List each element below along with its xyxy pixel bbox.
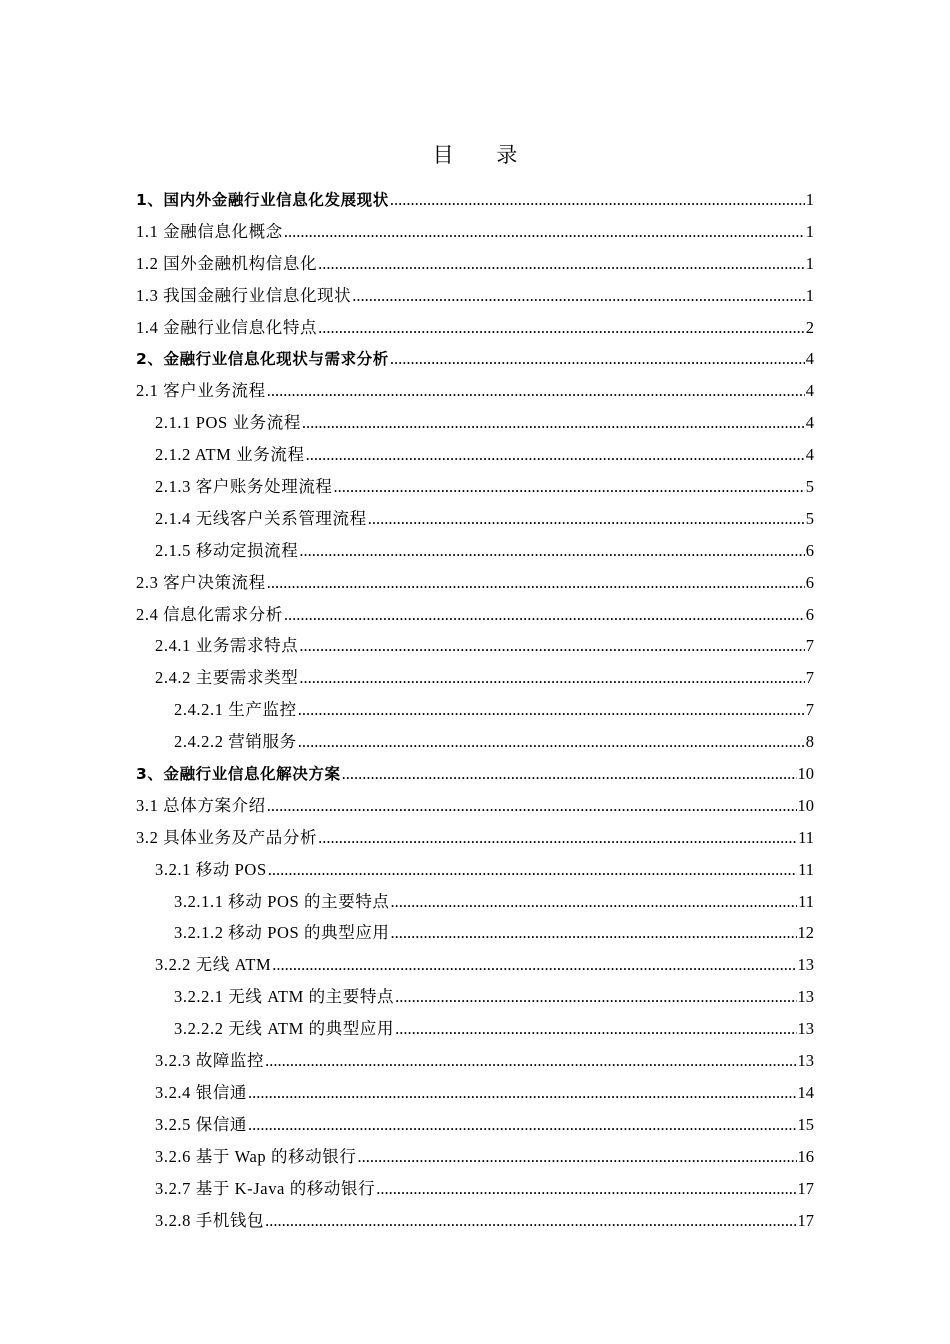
toc-page-number: 6 — [805, 604, 814, 624]
toc-dot-leader — [265, 1205, 796, 1237]
toc-dot-leader — [318, 822, 797, 854]
toc-page-number: 14 — [797, 1082, 814, 1102]
toc-entry-text: 3.2.4 银信通 — [155, 1082, 248, 1102]
toc-page-number: 10 — [797, 795, 814, 815]
toc-page-number: 1 — [805, 221, 814, 241]
toc-entry-text: 3.2.2.1 无线 ATM 的主要特点 — [174, 987, 395, 1007]
toc-dot-leader — [272, 949, 796, 981]
toc-page-number: 2 — [805, 317, 814, 337]
toc-dot-leader — [358, 1141, 797, 1173]
toc-dot-leader — [395, 981, 796, 1013]
toc-entry-text: 1.1 金融信息化概念 — [136, 221, 283, 241]
toc-page-number: 13 — [797, 955, 814, 975]
toc-entry-text: 2.4.2 主要需求类型 — [155, 668, 299, 688]
toc-entry-text: 2.1.3 客户账务处理流程 — [155, 477, 333, 497]
toc-entry[interactable] — [136, 343, 814, 375]
toc-page-number: 1 — [805, 253, 814, 273]
toc-entry-text: 2.1.5 移动定损流程 — [155, 540, 299, 560]
toc-entry[interactable] — [136, 439, 814, 471]
toc-entry[interactable] — [136, 280, 814, 312]
toc-dot-leader — [352, 280, 805, 312]
toc-entry-text: 2.4.2.1 生产监控 — [174, 700, 297, 720]
toc-entry-text: 3.2.2 无线 ATM — [155, 955, 272, 975]
toc-entry[interactable] — [136, 375, 814, 407]
toc-entry[interactable] — [136, 407, 814, 439]
toc-dot-leader — [298, 726, 805, 758]
toc-entry-text: 3.2.1.1 移动 POS 的主要特点 — [174, 891, 390, 911]
toc-entry[interactable] — [136, 567, 814, 599]
toc-page-number: 5 — [805, 508, 814, 528]
toc-entry[interactable] — [136, 599, 814, 631]
toc-entry[interactable] — [136, 694, 814, 726]
toc-page-number: 7 — [805, 636, 814, 656]
toc-dot-leader — [267, 790, 797, 822]
toc-page-number: 7 — [805, 668, 814, 688]
toc-entry[interactable] — [136, 1077, 814, 1109]
toc-entry[interactable] — [136, 1013, 814, 1045]
toc-page-number: 1 — [805, 285, 814, 305]
toc-page-number: 17 — [797, 1210, 814, 1230]
toc-entry[interactable] — [136, 1109, 814, 1141]
toc-dot-leader — [306, 439, 805, 471]
toc-entry-text: 3.2.3 故障监控 — [155, 1051, 265, 1071]
toc-entry-text: 3.2.7 基于 K-Java 的移动银行 — [155, 1178, 376, 1198]
toc-page-number: 4 — [805, 381, 814, 401]
toc-entry[interactable] — [136, 854, 814, 886]
toc-entry-text: 2.1.2 ATM 业务流程 — [155, 445, 305, 465]
toc-entry[interactable] — [136, 1205, 814, 1237]
toc-entry-text: 3.2.6 基于 Wap 的移动银行 — [155, 1146, 357, 1166]
toc-dot-leader — [368, 503, 805, 535]
toc-entry[interactable] — [136, 758, 814, 790]
toc-entry-text: 1.4 金融行业信息化特点 — [136, 317, 318, 337]
toc-page-number: 4 — [805, 413, 814, 433]
toc-entry[interactable] — [136, 471, 814, 503]
toc-entry[interactable] — [136, 184, 814, 216]
toc-page-number: 5 — [805, 477, 814, 497]
toc-page-number: 16 — [797, 1146, 814, 1166]
toc-entry[interactable] — [136, 248, 814, 280]
toc-dot-leader — [391, 886, 798, 918]
table-of-contents — [136, 184, 814, 1236]
toc-dot-leader — [284, 216, 805, 248]
toc-entry-text: 2.4 信息化需求分析 — [136, 604, 283, 624]
toc-page-number: 17 — [797, 1178, 814, 1198]
toc-entry-text: 1.3 我国金融行业信息化现状 — [136, 285, 352, 305]
toc-entry-text: 2.1 客户业务流程 — [136, 381, 266, 401]
toc-entry[interactable] — [136, 949, 814, 981]
toc-dot-leader — [395, 1013, 796, 1045]
toc-page-number: 6 — [805, 572, 814, 592]
toc-entry[interactable] — [136, 662, 814, 694]
toc-page-number: 11 — [798, 859, 814, 879]
toc-entry[interactable] — [136, 790, 814, 822]
toc-page-number: 15 — [797, 1114, 814, 1134]
toc-entry[interactable] — [136, 535, 814, 567]
toc-dot-leader — [390, 184, 805, 216]
toc-entry-text: 3.2.2.2 无线 ATM 的典型应用 — [174, 1019, 395, 1039]
toc-entry[interactable] — [136, 726, 814, 758]
toc-entry-text: 2.4.2.2 营销服务 — [174, 732, 297, 752]
toc-page-number: 8 — [805, 732, 814, 752]
toc-entry-text: 2、金融行业信息化现状与需求分析 — [136, 350, 389, 369]
toc-entry-text: 2.4.1 业务需求特点 — [155, 636, 299, 656]
toc-entry[interactable] — [136, 886, 814, 918]
toc-dot-leader — [391, 917, 797, 949]
toc-dot-leader — [267, 375, 805, 407]
toc-dot-leader — [390, 343, 805, 375]
toc-entry-text: 3.2.5 保信通 — [155, 1114, 248, 1134]
toc-page-number: 6 — [805, 540, 814, 560]
toc-page-number: 12 — [797, 923, 814, 943]
toc-page-number: 11 — [798, 891, 814, 911]
toc-entry-text: 2.3 客户决策流程 — [136, 572, 266, 592]
toc-dot-leader — [267, 567, 805, 599]
toc-dot-leader — [342, 758, 797, 790]
toc-entry[interactable] — [136, 503, 814, 535]
toc-entry[interactable] — [136, 1141, 814, 1173]
toc-entry-text: 2.1.4 无线客户关系管理流程 — [155, 508, 367, 528]
toc-page-number: 10 — [797, 764, 814, 784]
toc-entry[interactable] — [136, 312, 814, 344]
toc-dot-leader — [376, 1173, 796, 1205]
toc-page-number: 13 — [797, 1019, 814, 1039]
toc-entry[interactable] — [136, 917, 814, 949]
toc-entry-text: 3.1 总体方案介绍 — [136, 795, 266, 815]
toc-entry-text: 1.2 国外金融机构信息化 — [136, 253, 318, 273]
toc-dot-leader — [299, 535, 804, 567]
toc-page-number: 4 — [805, 445, 814, 465]
toc-page-number: 4 — [805, 349, 814, 369]
toc-page-number: 11 — [798, 827, 814, 847]
toc-title: 目 录 — [432, 143, 536, 167]
toc-dot-leader — [265, 1045, 796, 1077]
toc-entry-text: 3、金融行业信息化解决方案 — [136, 765, 341, 784]
toc-dot-leader — [248, 1109, 796, 1141]
toc-page-number: 7 — [805, 700, 814, 720]
toc-dot-leader — [299, 630, 804, 662]
toc-entry-text: 1、国内外金融行业信息化发展现状 — [136, 191, 389, 209]
toc-entry-text: 3.2.1.2 移动 POS 的典型应用 — [174, 923, 390, 943]
toc-dot-leader — [298, 694, 805, 726]
toc-entry-text: 3.2 具体业务及产品分析 — [136, 827, 318, 847]
toc-entry[interactable] — [136, 981, 814, 1013]
toc-dot-leader — [318, 248, 805, 280]
toc-page-number: 13 — [797, 987, 814, 1007]
toc-dot-leader — [302, 407, 805, 439]
toc-dot-leader — [268, 854, 797, 886]
toc-dot-leader — [299, 662, 804, 694]
toc-dot-leader — [248, 1077, 796, 1109]
toc-page-number: 1 — [805, 190, 814, 209]
toc-dot-leader — [284, 599, 805, 631]
toc-dot-leader — [334, 471, 805, 503]
toc-dot-leader — [318, 312, 805, 344]
toc-entry-text: 2.1.1 POS 业务流程 — [155, 413, 301, 433]
toc-entry[interactable] — [136, 822, 814, 854]
toc-entry-text: 3.2.1 移动 POS — [155, 859, 267, 879]
toc-entry-text: 3.2.8 手机钱包 — [155, 1210, 265, 1230]
toc-entry[interactable] — [136, 1045, 814, 1077]
toc-entry[interactable] — [136, 630, 814, 662]
toc-entry[interactable] — [136, 216, 814, 248]
toc-entry[interactable] — [136, 1173, 814, 1205]
toc-page-number: 13 — [797, 1051, 814, 1071]
